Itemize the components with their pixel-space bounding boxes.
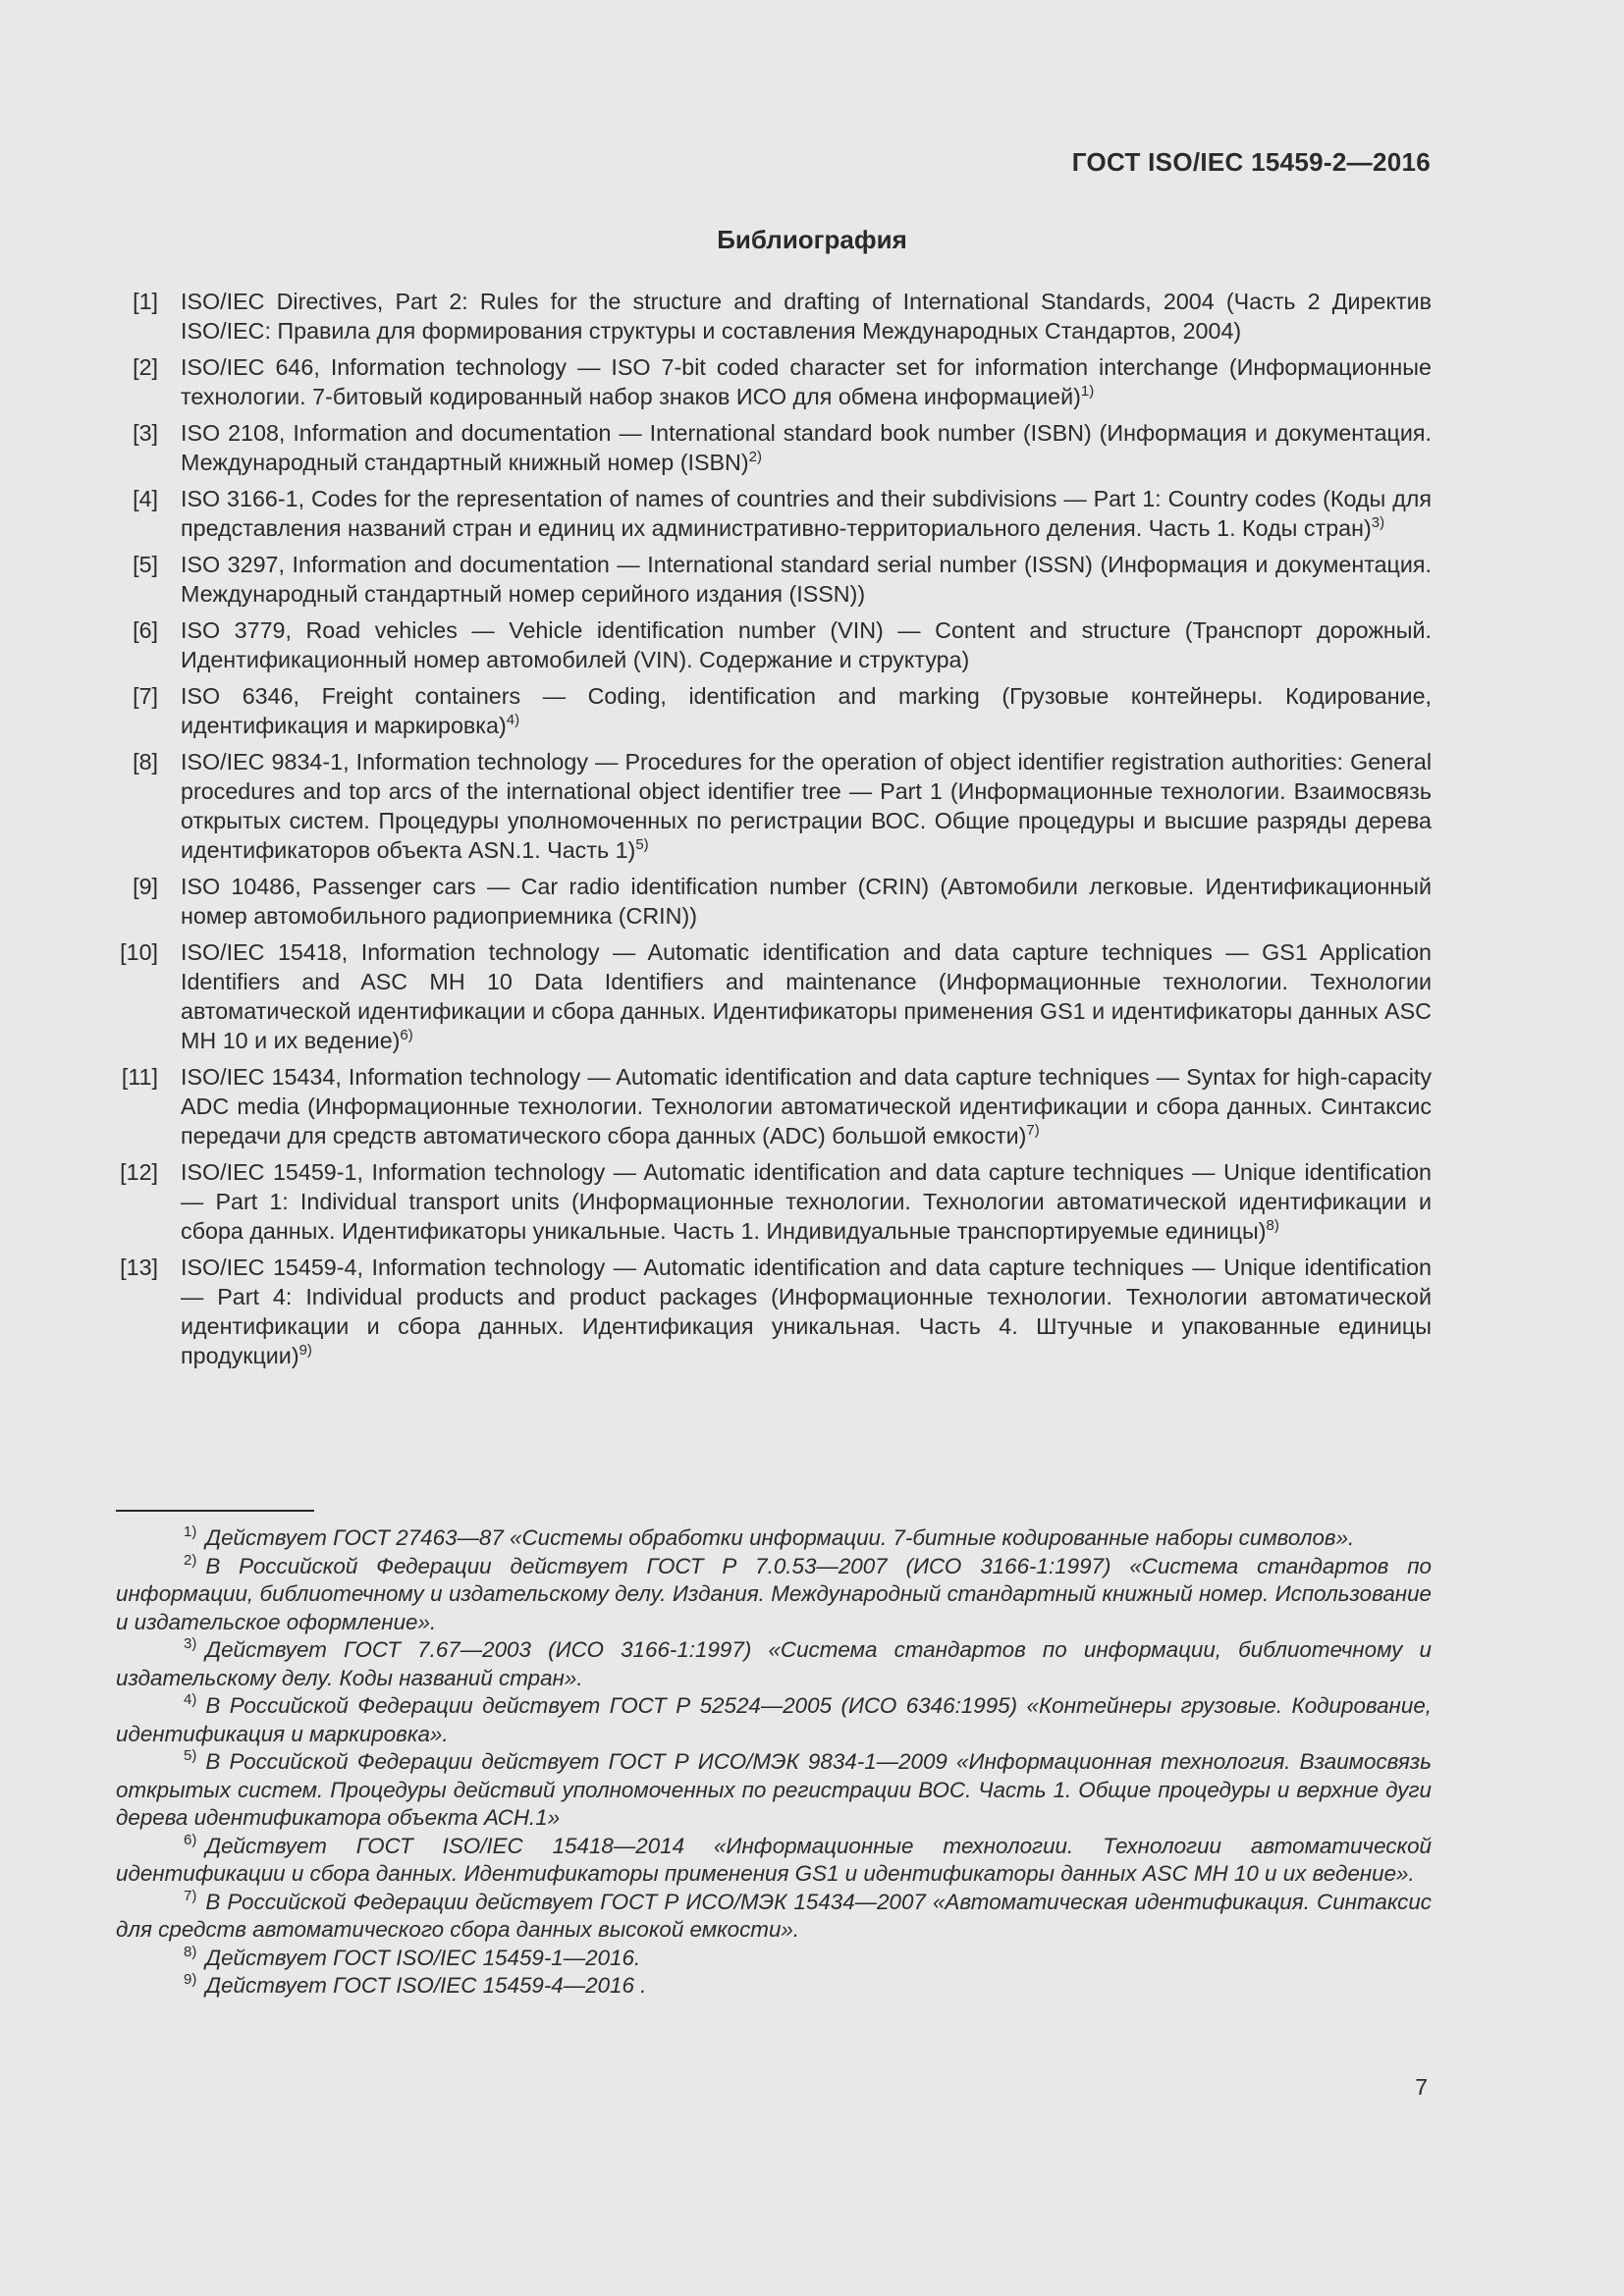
footnote-mark: 2) <box>184 1551 197 1569</box>
footnote <box>116 1524 1432 1553</box>
bibliography-entry <box>116 484 1432 543</box>
footnotes-section <box>116 1524 1432 2001</box>
entry-number: [7] <box>133 683 158 709</box>
footnote-ref: 3) <box>1371 514 1385 531</box>
footnote-mark: 1) <box>184 1523 197 1540</box>
entry-number: [3] <box>133 420 158 446</box>
bibliography-entry <box>116 681 1432 740</box>
bibliography-entry <box>116 352 1432 411</box>
footnote-text: Действует ГОСТ 7.67—2003 (ИСО 3166-1:1997) «Система стандартов по информации, библиотечному и издательскому делу. Коды названий стран». <box>116 1637 1432 1690</box>
entry-number: [12] <box>120 1159 158 1185</box>
bibliography-entry <box>116 287 1432 346</box>
entry-text: ISO/IEC 15459-1, Information technology — Automatic identification and data capture techniques — Unique identification — Part 1: Individual transport units (Информационные технологии. Технологии автоматической идентификации и сбора данных. Идентификаторы уникальные. Часть 1. Индивидуальные транспортируемые единицы)$^{8)}$ <box>181 1159 1432 1244</box>
entry-number: [13] <box>120 1255 158 1280</box>
footnote-text: В Российской Федерации действует ГОСТ Р ИСО/МЭК 9834-1—2009 «Информационная технология. Взаимосвязь открытых систем. Процедуры действий уполномоченных по регистрации ВОС. Часть 1. Общие процедуры и верхние дуги дерева идентификатора объекта АСН.1» <box>116 1749 1432 1830</box>
entry-text: ISO/IEC 15418, Information technology — Automatic identification and data capture techniques — GS1 Application Identifiers and ASC MH 10 Data Identifiers and maintenance (Информационные технологии. Технологии автоматической идентификации и сбора данных. Идентификаторы применения GS1 и идентификаторы данных ASC MH 10 и их ведение)$^{6)}$ <box>181 939 1432 1053</box>
page-number: 7 <box>1415 2074 1428 2100</box>
entry-number: [6] <box>133 617 158 643</box>
entry-text: ISO 6346, Freight containers — Coding, identification and marking (Грузовые контейнеры. Кодирование, идентификация и маркировка)$^{4)}$ <box>181 683 1432 738</box>
footnote <box>116 1833 1432 1889</box>
footnote-mark: 5) <box>184 1747 197 1764</box>
entry-number: [11] <box>121 1064 158 1090</box>
section-title: Библиография <box>717 225 907 254</box>
entry-text: ISO 2108, Information and documentation — International standard book number (ISBN) (Информация и документация. Международный стандартный книжный номер (ISBN)$^{2)}$ <box>181 420 1432 475</box>
bibliography-entry <box>116 1253 1432 1370</box>
footnote-mark: 8) <box>184 1943 197 1960</box>
footnote-ref: 4) <box>506 712 520 728</box>
bibliography-entry <box>116 1062 1432 1150</box>
footnote <box>116 1945 1432 1973</box>
footnote <box>116 1553 1432 1637</box>
footnote-mark: 6) <box>184 1831 197 1848</box>
bibliography-entry <box>116 872 1432 931</box>
footnote-text: Действует ГОСТ ISO/IEC 15418—2014 «Информационные технологии. Технологии автоматической идентификации и сбора данных. Идентификаторы применения GS1 и идентификаторы данных ASC MH 10 и их ведение». <box>116 1833 1432 1886</box>
bibliography-entry <box>116 615 1432 674</box>
footnote-text: Действует ГОСТ ISO/IEC 15459-4—2016 . <box>205 1973 647 1998</box>
footnote-ref: 9) <box>298 1342 312 1359</box>
footnote <box>116 1748 1432 1833</box>
footnote-divider <box>116 1510 314 1512</box>
entry-text: ISO 3297, Information and documentation — International standard serial number (ISSN) (Информация и документация. Международный стандартный номер серийного издания (ISSN)) <box>181 552 1432 607</box>
entry-text: ISO 3166-1, Codes for the representation of names of countries and their subdivisions — Part 1: Country codes (Коды для представления названий стран и единиц их административно-территориального деления. Часть 1. Коды стран)$^{3)}$ <box>181 486 1432 541</box>
entry-text: ISO 10486, Passenger cars — Car radio identification number (CRIN) (Автомобили легковые. Идентификационный номер автомобильного радиоприемника (CRIN)) <box>181 874 1432 929</box>
entry-text: ISO/IEC Directives, Part 2: Rules for the structure and drafting of International Standards, 2004 (Часть 2 Директив ISO/IEC: Правила для формирования структуры и составления Международных Стандартов, 2004) <box>181 289 1432 344</box>
entry-text: ISO/IEC 9834-1, Information technology — Procedures for the operation of object identifier registration authorities: General procedures and top arcs of the international object identifier tree — Part 1 (Информационные технологии. Взаимосвязь открытых систем. Процедуры уполномоченных по регистрации ВОС. Общие процедуры и высшие разряды дерева идентификаторов объекта ASN.1. Часть 1)$^{5)}$ <box>181 749 1432 863</box>
footnote-text: В Российской Федерации действует ГОСТ Р 7.0.53—2007 (ИСО 3166-1:1997) «Система стандартов по информации, библиотечному и издательскому делу. Издания. Международный стандартный книжный номер. Использование и издательское оформление». <box>116 1553 1432 1634</box>
bibliography-entry <box>116 937 1432 1055</box>
bibliography-entry <box>116 550 1432 609</box>
entry-number: [8] <box>133 749 158 774</box>
footnote-mark: 7) <box>184 1887 197 1904</box>
entry-number: [1] <box>133 289 158 314</box>
footnote-ref: 2) <box>748 449 762 465</box>
footnote <box>116 1692 1432 1748</box>
document-code: ГОСТ ISO/IEC 15459-2—2016 <box>1071 147 1431 177</box>
footnote-text: Действует ГОСТ 27463—87 «Системы обработки информации. 7-битные кодированные наборы символов». <box>205 1525 1355 1550</box>
footnote <box>116 1972 1432 2001</box>
entry-number: [2] <box>133 354 158 380</box>
footnote-mark: 4) <box>184 1691 197 1708</box>
entry-number: [10] <box>120 939 158 965</box>
footnote-text: Действует ГОСТ ISO/IEC 15459-1—2016. <box>205 1945 641 1970</box>
footnote-text: В Российской Федерации действует ГОСТ Р 52524—2005 (ИСО 6346:1995) «Контейнеры грузовые. Кодирование, идентификация и маркировка». <box>116 1693 1432 1746</box>
entry-number: [4] <box>133 486 158 511</box>
footnote-ref: 8) <box>1266 1217 1279 1234</box>
footnote <box>116 1889 1432 1945</box>
bibliography-entry <box>116 747 1432 865</box>
bibliography-entry <box>116 418 1432 477</box>
footnote <box>116 1636 1432 1692</box>
footnote-ref: 7) <box>1026 1122 1040 1139</box>
footnote-ref: 5) <box>635 836 649 853</box>
bibliography-entry <box>116 1157 1432 1246</box>
footnote-mark: 3) <box>184 1635 197 1652</box>
entry-text: ISO/IEC 646, Information technology — ISO 7-bit coded character set for information interchange (Информационные технологии. 7-битовый кодированный набор знаков ИСО для обмена информацией)$^{1)}$ <box>181 354 1432 409</box>
entry-text: ISO/IEC 15459-4, Information technology — Automatic identification and data capture techniques — Unique identification — Part 4: Individual products and product packages (Информационные технологии. Технологии автоматической идентификации и сбора данных. Идентификация уникальная. Часть 4. Штучные и упакованные единицы продукции)$^{9)}$ <box>181 1255 1432 1368</box>
footnote-ref: 6) <box>400 1027 413 1043</box>
entry-number: [9] <box>133 874 158 899</box>
entry-text: ISO 3779, Road vehicles — Vehicle identification number (VIN) — Content and structure (Транспорт дорожный. Идентификационный номер автомобилей (VIN). Содержание и структура) <box>181 617 1432 672</box>
entry-text: ISO/IEC 15434, Information technology — Automatic identification and data capture techniques — Syntax for high-capacity ADC media (Информационные технологии. Технологии автоматической идентификации и сбора данных. Синтаксис передачи для средств автоматического сбора данных (ADC) большой емкости)$^{7)}$ <box>181 1064 1432 1148</box>
bibliography-list <box>116 287 1432 1377</box>
footnote-ref: 1) <box>1080 383 1095 400</box>
footnote-text: В Российской Федерации действует ГОСТ Р ИСО/МЭК 15434—2007 «Автоматическая идентификация. Синтаксис для средств автоматического сбора данных высокой емкости». <box>116 1889 1432 1942</box>
entry-number: [5] <box>133 552 158 577</box>
footnote-mark: 9) <box>184 1971 197 1988</box>
